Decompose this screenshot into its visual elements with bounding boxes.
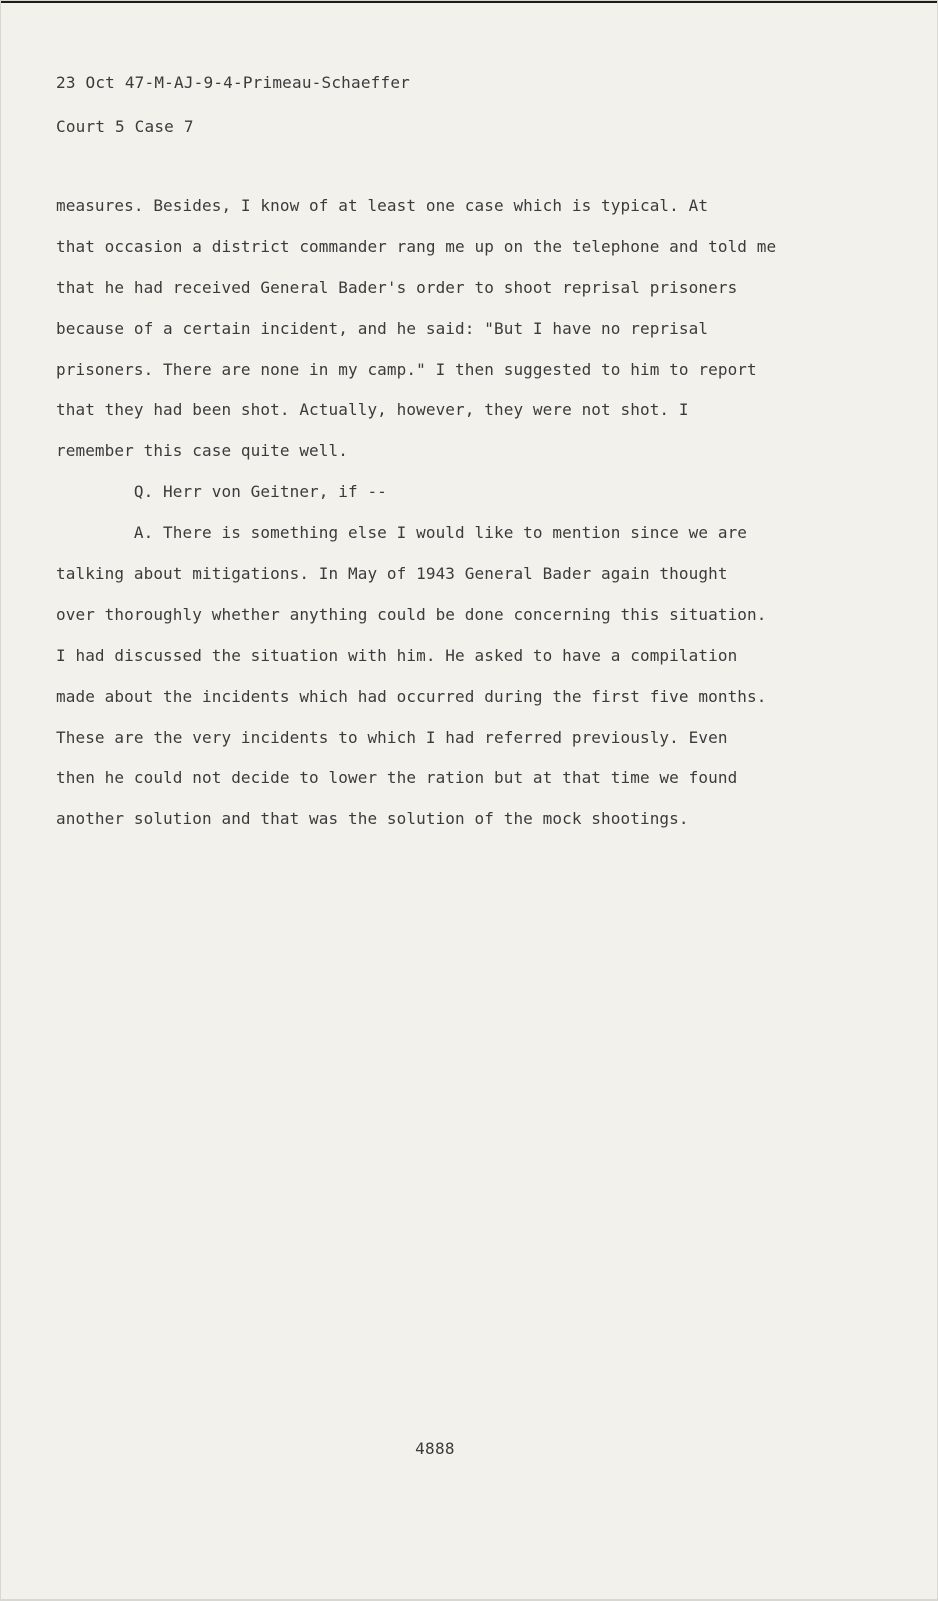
- transcript-line: These are the very incidents to which I had referred previously. Even: [56, 727, 728, 747]
- court-case-label: Court 5 Case 7: [56, 117, 194, 136]
- answer-line: A. There is something else I would like to mention since we are: [56, 523, 748, 543]
- transcript-line: I had discussed the situation with him. He asked to have a compilation: [56, 645, 738, 665]
- transcript-line: prisoners. There are none in my camp." I then suggested to him to report: [56, 359, 757, 379]
- transcript-line: measures. Besides, I know of at least one case which is typical. At: [56, 196, 709, 215]
- transcript-line: remember this case quite well.: [56, 441, 348, 461]
- transcript-line: another solution and that was the solution of the mock shootings.: [56, 809, 689, 829]
- transcript-line: then he could not decide to lower the ration but at that time we found: [56, 768, 738, 788]
- transcript-line: made about the incidents which had occurred during the first five months.: [56, 686, 767, 706]
- transcript-line: over thoroughly whether anything could be done concerning this situation.: [56, 604, 767, 624]
- transcript-line: talking about mitigations. In May of 1943 General Bader again thought: [56, 564, 728, 584]
- transcript-line: that they had been shot. Actually, however, they were not shot. I: [56, 400, 689, 420]
- transcript-line: because of a certain incident, and he said: "But I have no reprisal: [56, 318, 709, 338]
- transcript-body: [56, 196, 886, 850]
- document-reference: 23 Oct 47-M-AJ-9-4-Primeau-Schaeffer: [56, 73, 410, 92]
- page-number: 4888: [415, 1439, 455, 1458]
- transcript-line: that occasion a district commander rang me up on the telephone and told me: [56, 236, 777, 256]
- question-line: Q. Herr von Geitner, if --: [56, 482, 387, 502]
- document-page: [1, 1, 937, 1599]
- transcript-line: that he had received General Bader's order to shoot reprisal prisoners: [56, 277, 738, 297]
